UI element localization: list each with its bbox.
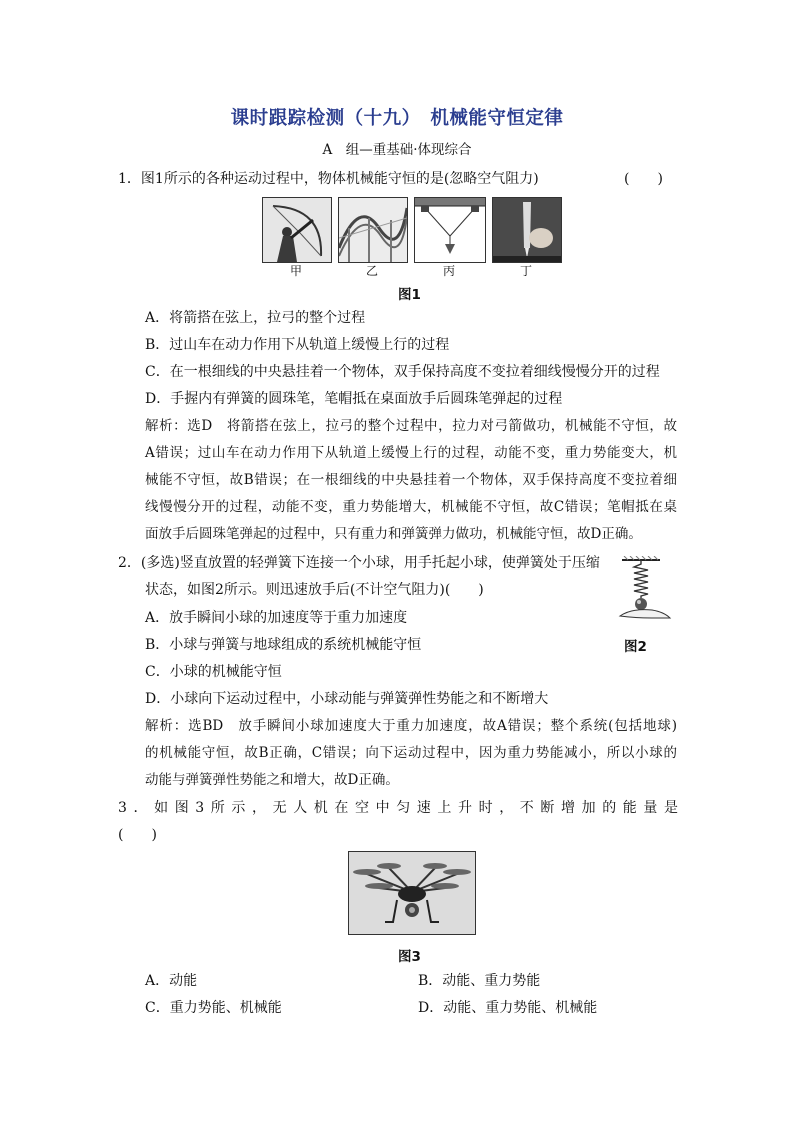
q2-option-d: D．小球向下运动过程中，小球动能与弹簧弹性势能之和不断增大: [145, 691, 549, 707]
spring-figure: [612, 556, 672, 620]
hanging-object-image: [414, 197, 486, 263]
figure-2-caption: 图2: [624, 639, 647, 655]
q2-stem: 状态，如图2所示。则迅速放手后(不计空气阻力)( ): [145, 582, 484, 598]
page-title: 课时跟踪检测（十九） 机械能守恒定律: [230, 108, 564, 129]
figure-1-caption: 图1: [398, 287, 421, 303]
q3-option-d: D．动能、重力势能、机械能: [418, 1000, 598, 1016]
drone-image: [348, 851, 476, 935]
pen-image: [492, 197, 562, 263]
q2-analysis-line: 的机械能守恒，故B正确，C错误；向下运动过程中，因为重力势能减小，所以小球的: [145, 745, 677, 761]
figure-label-jia: 甲: [289, 264, 302, 278]
section-subtitle: A 组—重基础·体现综合: [322, 142, 472, 158]
q2-analysis-line: 动能与弹簧弹性势能之和增大，故D正确。: [145, 772, 399, 788]
q3-blank: ( ): [118, 827, 157, 843]
q1-analysis-line: A错误；过山车在动力作用下从轨道上缓慢上行的过程，动能不变，重力势能变大，机: [145, 445, 677, 461]
q3-stem: 3．如图3所示，无人机在空中匀速上升时，不断增加的能量是: [118, 800, 678, 816]
q1-analysis-line: 面放手后圆珠笔弹起的过程中，只有重力和弹簧弹力做功，机械能守恒，故D正确。: [145, 526, 642, 542]
q3-option-a: A．动能: [145, 973, 198, 989]
q2-stem: 2．(多选)竖直放置的轻弹簧下连接一个小球，用手托起小球，使弹簧处于压缩: [118, 555, 600, 571]
q1-option-c: C．在一根细线的中央悬挂着一个物体，双手保持高度不变拉着细线慢慢分开的过程: [145, 364, 660, 380]
figure-label-bing: 丙: [442, 264, 455, 278]
figure-label-yi: 乙: [365, 264, 378, 278]
q2-option-c: C．小球的机械能守恒: [145, 664, 282, 680]
q1-option-d: D．手握内有弹簧的圆珠笔，笔帽抵在桌面放手后圆珠笔弹起的过程: [145, 391, 563, 407]
q1-option-a: A．将箭搭在弦上，拉弓的整个过程: [145, 310, 366, 326]
figure-label-ding: 丁: [519, 264, 532, 278]
roller-coaster-image: [338, 197, 408, 263]
q2-option-a: A．放手瞬间小球的加速度等于重力加速度: [145, 610, 408, 626]
figure-3-caption: 图3: [398, 949, 421, 965]
q1-blank: ( ): [624, 171, 663, 187]
q3-option-b: B．动能、重力势能: [418, 973, 541, 989]
q1-option-b: B．过山车在动力作用下从轨道上缓慢上行的过程: [145, 337, 450, 353]
q1-analysis-line: 械能不守恒，故B错误；在一根细线的中央悬挂着一个物体，双手保持高度不变拉着细: [145, 472, 677, 488]
q1-analysis-line: 线慢慢分开的过程，动能不变，重力势能增大，机械能不守恒，故C错误；笔帽抵在桌: [145, 499, 677, 515]
q3-option-c: C．重力势能、机械能: [145, 1000, 282, 1016]
q2-option-b: B．小球与弹簧与地球组成的系统机械能守恒: [145, 637, 422, 653]
archer-image: [262, 197, 332, 263]
q1-stem: 1．图1所示的各种运动过程中，物体机械能守恒的是(忽略空气阻力): [118, 171, 539, 187]
q1-analysis-line: 解析：选D 将箭搭在弦上，拉弓的整个过程中，拉力对弓箭做功，机械能不守恒，故: [145, 418, 677, 434]
q2-analysis-line: 解析：选BD 放手瞬间小球加速度大于重力加速度，故A错误；整个系统(包括地球): [145, 718, 677, 734]
